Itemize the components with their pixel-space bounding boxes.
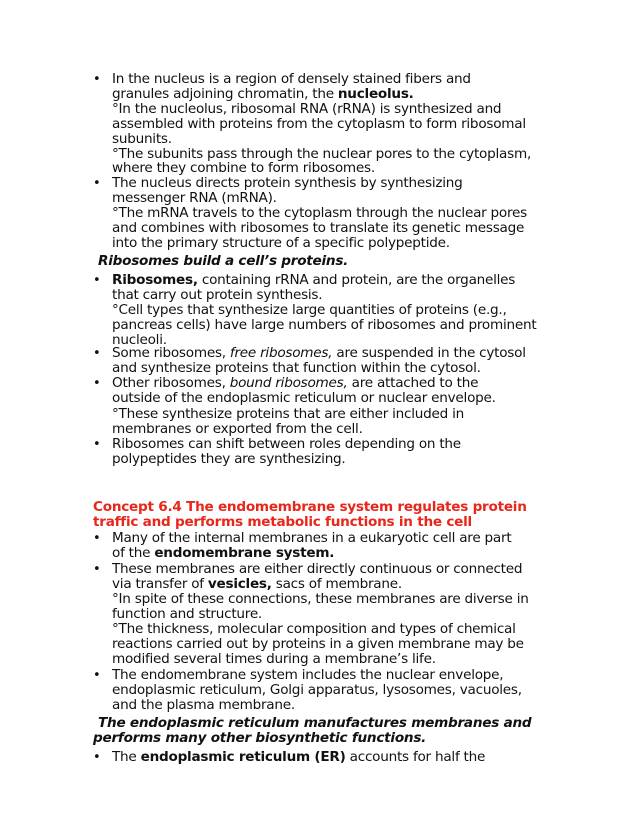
text-line: Ribosomes can shift between roles depending on the (112, 436, 461, 452)
text-line: modified several times during a membrane’s life. (112, 651, 436, 667)
text-span: Other ribosomes, (112, 375, 230, 391)
section-heading: The endoplasmic reticulum manufactures membranes and (98, 715, 532, 731)
term-nucleolus: nucleolus. (337, 86, 414, 102)
text-line: The nucleus directs protein synthesis by synthesizing (112, 175, 463, 191)
term-endomembrane-system: endomembrane system. (154, 545, 335, 561)
text-line: °In the nucleolus, ribosomal RNA (rRNA) is synthesized and (112, 101, 502, 117)
text-span: containing rRNA and protein, are the organelles (197, 272, 516, 288)
text-line (112, 577, 402, 592)
text-line: endoplasmic reticulum, Golgi apparatus, lysosomes, vacuoles, (112, 682, 522, 698)
text-line: °The subunits pass through the nuclear pores to the cytoplasm, (112, 146, 532, 162)
text-line: °These synthesize proteins that are either included in (112, 406, 464, 422)
text-span: via transfer of (112, 576, 208, 592)
text-line: The endomembrane system includes the nuclear envelope, (112, 667, 504, 683)
text-span: granules adjoining chromatin, the (112, 86, 338, 102)
text-span: accounts for half the (345, 749, 486, 765)
text-line: messenger RNA (mRNA). (112, 190, 277, 206)
text-line: and the plasma membrane. (112, 697, 295, 713)
bullet: • (93, 437, 101, 452)
text-line: that carry out protein synthesis. (112, 287, 323, 303)
text-line: pancreas cells) have large numbers of ribosomes and prominent (112, 317, 537, 333)
text-line: function and structure. (112, 606, 263, 622)
text-line: reactions carried out by proteins in a given membrane may be (112, 636, 524, 652)
text-line: °Cell types that synthesize large quantities of proteins (e.g., (112, 302, 507, 318)
section-heading: performs many other biosynthetic functions. (93, 730, 427, 746)
text-line (112, 273, 515, 288)
concept-heading: traffic and performs metabolic functions in the cell (93, 514, 472, 530)
bullet: • (93, 750, 101, 765)
text-span: The (112, 749, 141, 765)
bullet: • (93, 346, 101, 361)
text-line (112, 346, 526, 361)
text-line: outside of the endoplasmic reticulum or nuclear envelope. (112, 390, 496, 406)
concept-heading: Concept 6.4 The endomembrane system regulates protein (93, 499, 527, 515)
term-ribosomes: Ribosomes, (112, 272, 198, 288)
text-line (112, 750, 485, 765)
text-span: Some ribosomes, (112, 345, 230, 361)
text-span: sacs of membrane. (271, 576, 402, 592)
bullet: • (93, 531, 101, 546)
text-line: °The mRNA travels to the cytoplasm through the nuclear pores (112, 205, 527, 221)
text-span: are suspended in the cytosol (332, 345, 526, 361)
text-line (112, 376, 478, 391)
bullet: • (93, 273, 101, 288)
text-line: membranes or exported from the cell. (112, 421, 363, 437)
term-endoplasmic-reticulum: endoplasmic reticulum (ER) (140, 749, 346, 765)
text-line (112, 87, 414, 102)
text-span: are attached to the (347, 375, 479, 391)
text-line (112, 546, 334, 561)
term-bound-ribosomes: bound ribosomes, (229, 375, 348, 391)
text-line: and combines with ribosomes to translate its genetic message (112, 220, 525, 236)
text-line: In the nucleus is a region of densely stained fibers and (112, 71, 471, 87)
bullet: • (93, 562, 101, 577)
text-line: Many of the internal membranes in a eukaryotic cell are part (112, 530, 512, 546)
text-line: nucleoli. (112, 332, 167, 348)
text-line: assembled with proteins from the cytoplasm to form ribosomal (112, 116, 526, 132)
text-line: into the primary structure of a specific polypeptide. (112, 235, 450, 251)
text-line: and synthesize proteins that function within the cytosol. (112, 360, 481, 376)
text-line: polypeptides they are synthesizing. (112, 451, 346, 467)
bullet: • (93, 176, 101, 191)
text-span: of the (112, 545, 155, 561)
term-free-ribosomes: free ribosomes, (229, 345, 333, 361)
text-line: °The thickness, molecular composition and types of chemical (112, 621, 516, 637)
text-line: These membranes are either directly continuous or connected (112, 561, 523, 577)
bullet: • (93, 72, 101, 87)
text-line: where they combine to form ribosomes. (112, 160, 375, 176)
text-line: subunits. (112, 131, 172, 147)
term-vesicles: vesicles, (207, 576, 272, 592)
bullet: • (93, 376, 101, 391)
section-heading: Ribosomes build a cell’s proteins. (98, 253, 349, 269)
bullet: • (93, 668, 101, 683)
text-line: °In spite of these connections, these membranes are diverse in (112, 591, 529, 607)
